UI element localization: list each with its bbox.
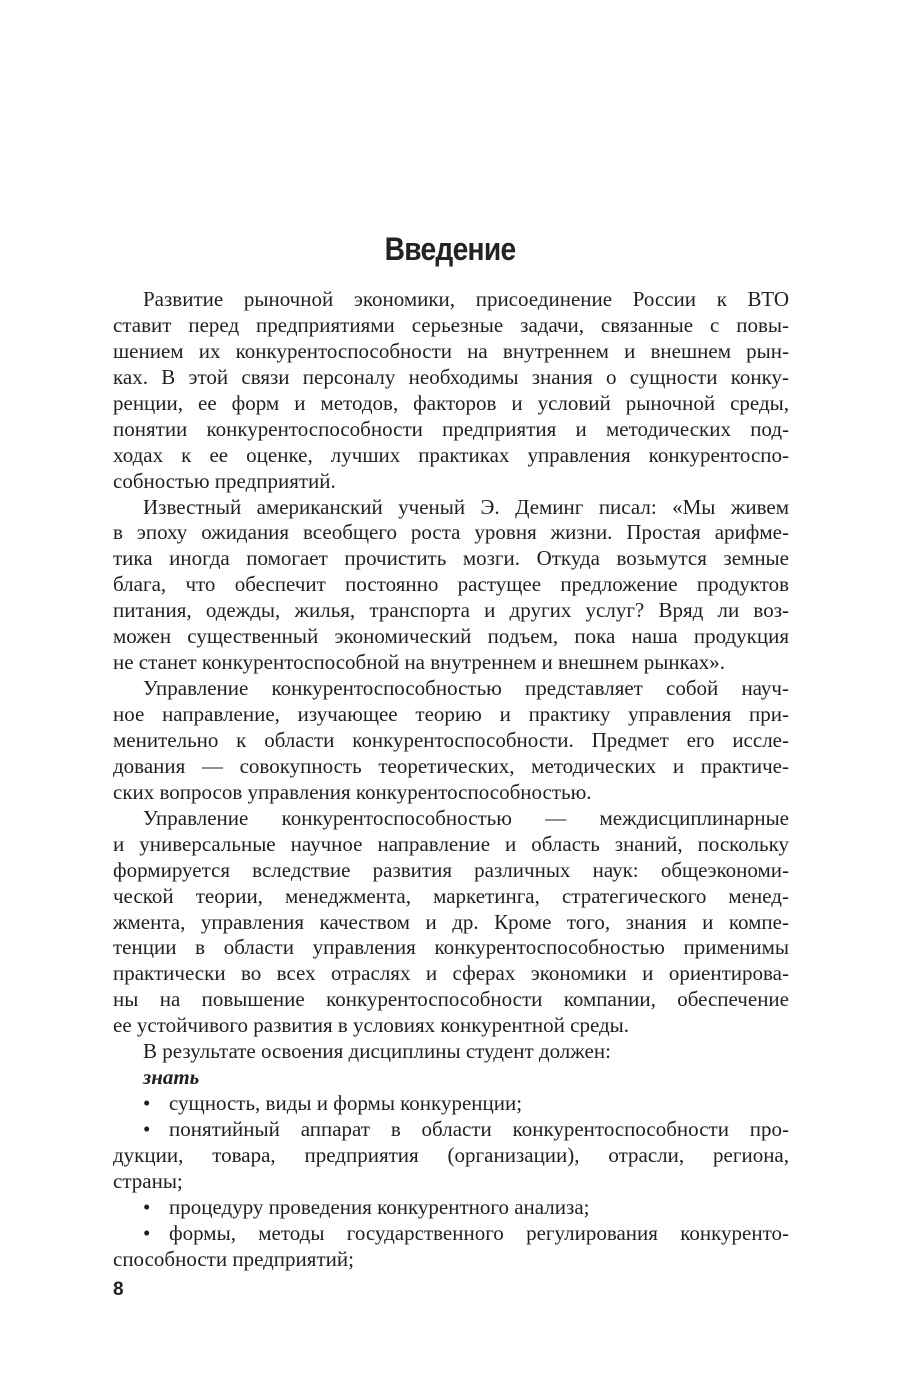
line-text: не станет конкурентоспособной на внутреннем и внешнем рынках». <box>113 650 726 675</box>
line-text: ее устойчивого развития в условиях конкурентной среды. <box>113 1013 630 1038</box>
text-line <box>113 1065 789 1091</box>
line-text: ны на повышение конкурентоспособности компании, обеспечение <box>113 987 789 1012</box>
line-text: тика иногда помогает прочистить мозги. Откуда возьмутся земные <box>113 546 789 571</box>
line-text: дукции, товара, предприятия (организации), отрасли, региона, <box>113 1142 789 1167</box>
bullet-marker: • <box>143 1220 151 1245</box>
bullet-line <box>113 1117 789 1143</box>
text-line <box>113 987 789 1013</box>
text-line <box>113 1039 789 1065</box>
text-line <box>113 676 789 702</box>
bullet-line <box>113 1195 789 1221</box>
bullet-marker: • <box>143 1091 151 1116</box>
bullet-marker: • <box>143 1194 151 1219</box>
line-text: ставит перед предприятиями серьезные задачи, связанные с повы- <box>113 312 789 337</box>
line-text: ских вопросов управления конкурентоспособностью. <box>113 779 592 804</box>
line-text: понятийный аппарат в области конкурентоспособности про- <box>169 1117 789 1141</box>
bullet-line <box>113 1221 789 1247</box>
text-line <box>113 365 789 391</box>
line-text: Развитие рыночной экономики, присоединение России к ВТО <box>143 287 789 311</box>
text-line <box>113 728 789 754</box>
text-line <box>113 443 789 469</box>
text-line <box>113 935 789 961</box>
line-text: менительно к области конкурентоспособности. Предмет его иссле- <box>113 727 789 752</box>
line-text: ренции, ее форм и методов, факторов и условий рыночной среды, <box>113 390 789 415</box>
line-text: блага, что обеспечит постоянно растущее предложение продуктов <box>113 572 789 597</box>
line-text: понятии конкурентоспособности предприятия и методических под- <box>113 416 789 441</box>
line-text: питания, одежды, жилья, транспорта и других услуг? Вряд ли воз- <box>113 598 789 623</box>
line-text: Известный американский ученый Э. Деминг писал: «Мы живем <box>143 494 789 519</box>
line-text: формы, методы государственного регулирования конкуренто- <box>169 1220 789 1245</box>
text-line <box>113 391 789 417</box>
text-line <box>113 858 789 884</box>
text-line <box>113 287 789 313</box>
line-text: способности предприятий; <box>113 1246 354 1271</box>
line-text: дования — совокупность теоретических, методических и практиче- <box>113 753 789 778</box>
text-line <box>113 1247 789 1273</box>
bullet-marker: • <box>143 1117 151 1141</box>
line-text: практически во всех отраслях и сферах экономики и ориентирова- <box>113 961 789 986</box>
text-line <box>113 702 789 728</box>
text-line <box>113 754 789 780</box>
text-line <box>113 495 789 521</box>
text-line <box>113 832 789 858</box>
text-line <box>113 417 789 443</box>
line-text: и универсальные научное направление и область знаний, поскольку <box>113 831 789 856</box>
text-line <box>113 339 789 365</box>
text-line <box>113 598 789 624</box>
line-text: шением их конкурентоспособности на внутреннем и внешнем рын- <box>113 338 789 363</box>
text-line <box>113 910 789 936</box>
text-line <box>113 650 789 676</box>
line-text: ходах к ее оценке, лучших практиках управления конкурентоспо- <box>113 442 789 467</box>
line-text: ках. В этой связи персоналу необходимы знания о сущности конку- <box>113 364 789 389</box>
line-text: жмента, управления качеством и др. Кроме того, знания и компе- <box>113 909 789 934</box>
text-line <box>113 806 789 832</box>
line-text: ческой теории, менеджмента, маркетинга, стратегического менед- <box>113 883 789 908</box>
text-line <box>113 1013 789 1039</box>
line-text: ное направление, изучающее теорию и практику управления при- <box>113 702 789 726</box>
line-text: собностью предприятий. <box>113 468 336 493</box>
text-line <box>113 546 789 572</box>
text-line <box>113 1143 789 1169</box>
line-text: тенции в области управления конкурентоспособностью применимы <box>113 935 789 960</box>
line-text: Управление конкурентоспособностью — междисциплинарные <box>143 805 789 830</box>
text-line <box>113 884 789 910</box>
line-text: знать <box>143 1065 200 1090</box>
text-line <box>113 780 789 806</box>
line-text: В результате освоения дисциплины студент должен: <box>143 1039 611 1064</box>
body-text <box>113 287 789 1273</box>
line-text: страны; <box>113 1168 183 1193</box>
text-line <box>113 624 789 650</box>
line-text: Управление конкурентоспособностью представляет собой науч- <box>143 676 789 701</box>
page-number: 8 <box>113 1279 124 1300</box>
text-line <box>113 961 789 987</box>
line-text: в эпоху ожидания всеобщего роста уровня жизни. Простая арифме- <box>113 520 789 545</box>
line-text: сущность, виды и формы конкуренции; <box>169 1091 523 1116</box>
text-line <box>113 313 789 339</box>
line-text: формируется вследствие развития различных наук: общеэкономи- <box>113 857 789 882</box>
text-line <box>113 469 789 495</box>
line-text: можен существенный экономический подъем, пока наша продукция <box>113 624 789 649</box>
line-text: процедуру проведения конкурентного анализа; <box>169 1194 590 1219</box>
text-line <box>113 1169 789 1195</box>
bullet-line <box>113 1091 789 1117</box>
page-title: Введение <box>384 231 516 268</box>
text-line <box>113 520 789 546</box>
text-line <box>113 572 789 598</box>
